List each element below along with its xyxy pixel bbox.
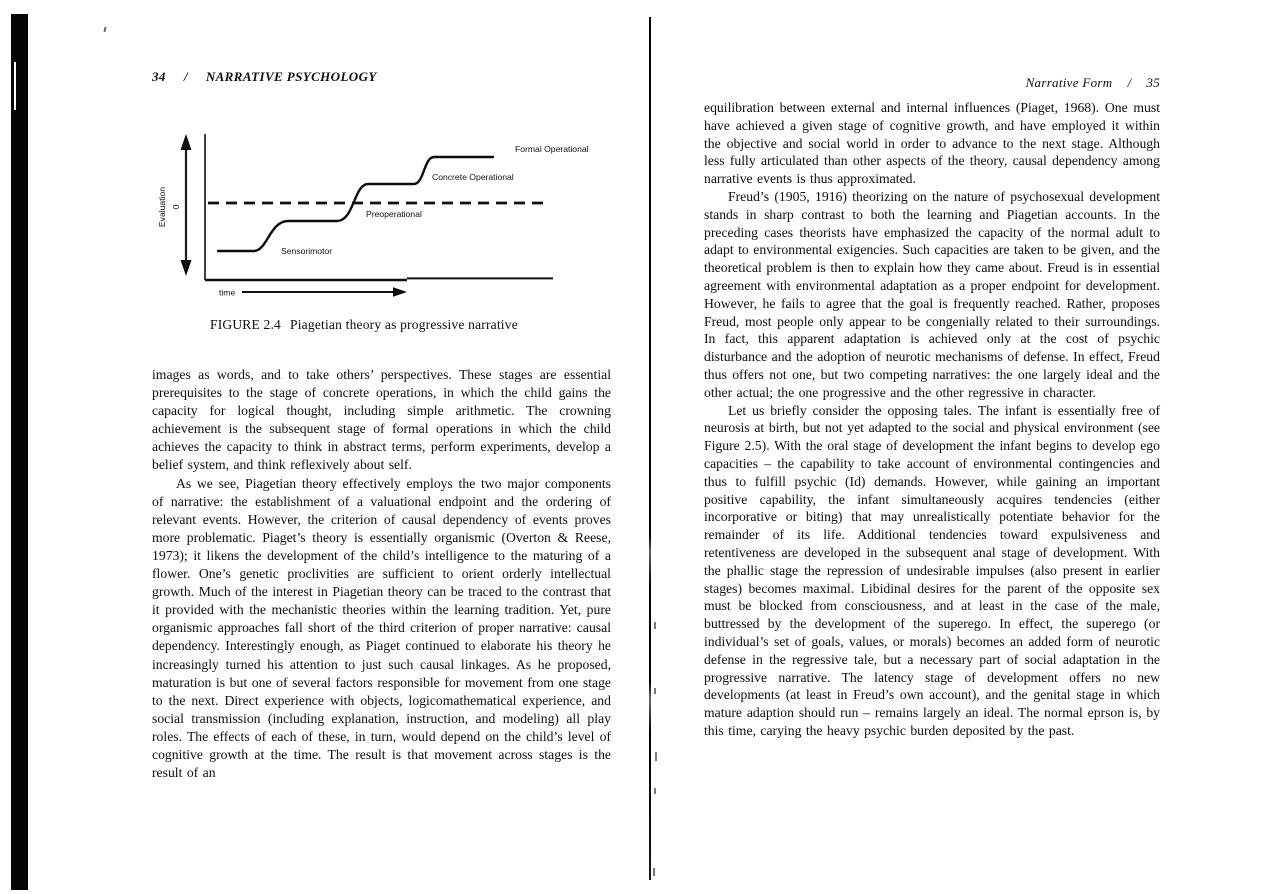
- gutter-tick: [654, 622, 656, 629]
- figure-caption-text: Piagetian theory as progressive narrative: [290, 317, 518, 332]
- left-running-head-title: NARRATIVE PSYCHOLOGY: [205, 69, 377, 84]
- scan-edge-bar: [11, 14, 28, 890]
- x-axis-label: time: [219, 287, 236, 298]
- stage-label-sensorimotor: Sensorimotor: [281, 246, 333, 256]
- y-axis-zero-label: 0: [171, 204, 181, 210]
- gutter-tick: [654, 688, 656, 694]
- right-running-head-title: Narrative Form: [1025, 75, 1113, 90]
- gutter-tick: [654, 788, 656, 794]
- running-head-separator: /: [183, 69, 188, 84]
- right-paragraph-3: Let us briefly consider the opposing tales. The infant is essentially free of neurosis at birth, but not yet adapted to the social and physical environment (see Figure 2.5). With the oral stage of development the infant begins to develop ego capacities – the capability to take account of environmental contingencies and thus to fulfill psychic (Id) demands. However, while gaining an important positive capability, the infant simultaneously acquires tendencies (either incorporative or biting) that may unrealistically potentiate behavior for the remainder of its life. Additional tendencies toward expulsiveness and retentiveness are developed in the subsequent anal stage of development. With the phallic stage the repression of undesirable impulses (also present in earlier stages) becomes maximal. Libidinal desires for the parent of the opposite sex must be blocked from consciousness, and at least in the case of the male, buttressed by the development of the superego. In effect, the superego (or individual’s set of goals, values, or morals) becomes an added form of neurotic defense in the regressive tale, but a necessary part of social adaptation in the progressive narrative. The latency stage of development offers no new developments (at least in Freud’s own account), and the genital stage in which mature adaption should run – remains largely an ideal. The normal eprson is, by this time, carying the heavy psychic burden deposited by the past.: [704, 402, 1160, 738]
- scan-edge-bar-highlight: [14, 62, 16, 110]
- right-running-head: [704, 75, 1160, 91]
- stage-label-formal-operational: Formal Operational: [515, 144, 589, 154]
- stage-label-concrete-operational: Concrete Operational: [432, 172, 514, 182]
- right-page-body: [704, 99, 1160, 740]
- figure-2-4: [153, 123, 621, 309]
- left-page-body: [152, 366, 611, 782]
- evaluation-axis-arrowhead-up: [181, 134, 192, 150]
- time-arrowhead-right: [393, 287, 407, 297]
- left-page-number: 34: [152, 69, 166, 84]
- right-paragraph-2: Freud’s (1905, 1916) theorizing on the nature of psychosexual development stands in sharp contrast to both the learning and Piagetian accounts. In the preceding cases theorists have emphasized the capacity of the normal adult to adapt to environmental exigencies. Such capacities are taken to be given, and the theoretical problem is then to explain how they came about. Freud is in essential agreement with environmental adaptation as a proper endpoint for development. However, he fails to agree that the goal is frequently reached. Rather, proposes Freud, most people only appear to be congenially related to their surroundings. In fact, this apparent adaptation is achieved only at the cost of psychic disturbance and the adoption of neurotic mechanisms of defense. In effect, Freud thus offers not one, but two competing narratives: the one largely ideal and the other actual; the one progressive and the other regressive in character.: [704, 188, 1160, 400]
- y-axis-label: Evaluation: [157, 186, 167, 228]
- gutter-tick: [655, 752, 657, 761]
- figure-caption: [210, 317, 630, 333]
- right-paragraph-1: equilibration between external and internal influences (Piaget, 1968). One must have achieved a given stage of cognitive growth, and have employed it within the objective and social world in order to advance to the next stage. Although less fully articulated than other aspects of the theory, causal dependency among narrative events is thus approximated.: [704, 100, 1160, 187]
- scan-speck: [104, 27, 107, 32]
- running-head-separator: /: [1127, 75, 1132, 90]
- stage-label-preoperational: Preoperational: [366, 209, 422, 219]
- gutter-tick: [653, 868, 655, 876]
- figure-2-4-diagram: [153, 123, 621, 309]
- book-gutter-line: [649, 17, 651, 880]
- evaluation-axis-arrowhead-down: [181, 260, 192, 276]
- left-paragraph-2: As we see, Piagetian theory effectively employs the two major components of narrative: the establishment of a valuational endpoint and the ordering of relevant events. However, the criterion of causal dependency of events proves more problematic. Piaget’s theory is essentially organismic (Overton & Reese, 1973); it likens the development of the child’s intelligence to the maturing of a flower. One’s genetic proclivities are sufficient to orient orderly intellectual growth. Much of the interest in Piagetian theory can be traced to the contrast that it provided with the mechanistic theories within the learning tradition. Yet, pure organismic approaches fall short of the third criterion of proper narrative: causal dependency. Interestingly enough, as Piaget continued to elaborate his theory he increasingly turned his attention to just such causal linkages. As he proposed, maturation is but one of several factors responsible for movement from one stage to the next. Direct experience with objects, logicomathematical experience, and social transmission (including explanation, instruction, and modeling) all play roles. The effects of each of these, in turn, would depend on the child’s level of cognitive growth at the time. The result is that movement across stages is the result of an: [152, 475, 611, 781]
- right-page-number: 35: [1146, 75, 1160, 90]
- left-paragraph-1: images as words, and to take others’ perspectives. These stages are essential prerequisites to the stage of concrete operations, in which the child gains the capacity for logical thought, including simple arithmetic. The crowning achievement is the subsequent stage of formal operations in which the child achieves the capacity to think in abstract terms, perform experiments, develop a belief system, and think reflexively about self.: [152, 367, 611, 473]
- left-running-head: [152, 69, 612, 85]
- figure-caption-label: FIGURE 2.4: [210, 317, 282, 332]
